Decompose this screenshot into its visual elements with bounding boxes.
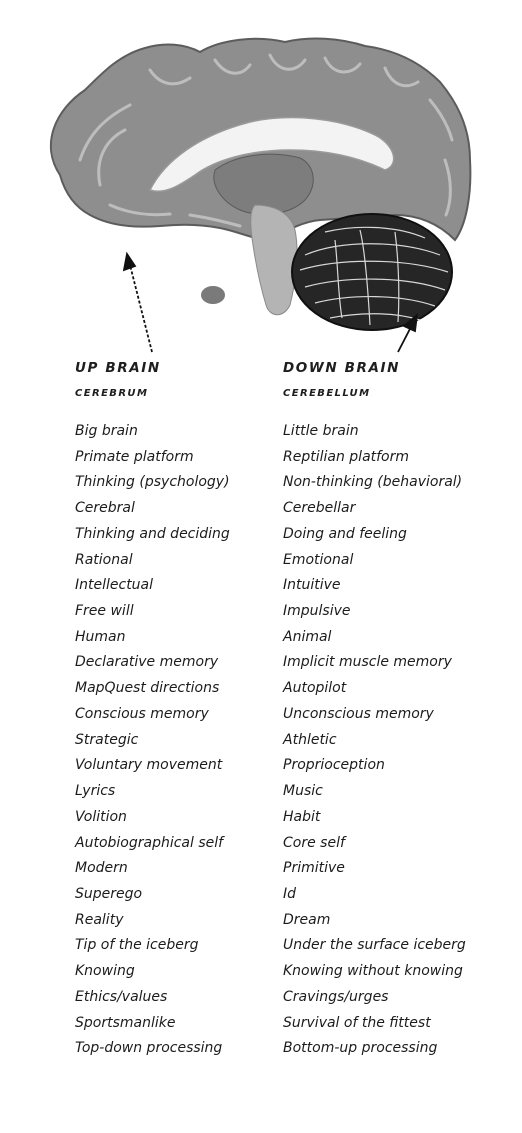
up-brain-item: Voluntary movement	[75, 757, 223, 774]
up-brain-item: Ethics/values	[75, 988, 168, 1005]
brainstem	[251, 205, 297, 315]
down-brain-list	[283, 422, 503, 1065]
up-brain-item: Intellectual	[75, 577, 154, 594]
down-brain-item: Autopilot	[283, 680, 347, 697]
down-brain-item: Knowing without knowing	[283, 963, 463, 980]
down-brain-item: Music	[283, 783, 323, 800]
down-brain-item: Unconscious memory	[283, 705, 434, 722]
up-brain-column	[75, 358, 295, 1065]
down-brain-item: Survival of the fittest	[283, 1014, 431, 1031]
down-brain-item: Bottom-up processing	[283, 1040, 438, 1057]
up-brain-item: Declarative memory	[75, 654, 219, 671]
cerebellum-subheading: CEREBELLUM	[283, 388, 371, 399]
up-brain-item: Top-down processing	[75, 1040, 223, 1057]
up-brain-item: Volition	[75, 808, 127, 825]
up-brain-item: Knowing	[75, 963, 135, 980]
up-brain-item: Conscious memory	[75, 705, 209, 722]
up-brain-item: Cerebral	[75, 500, 135, 517]
up-brain-item: Tip of the iceberg	[75, 937, 199, 954]
down-brain-item: Athletic	[283, 731, 337, 748]
down-brain-column	[283, 358, 503, 1065]
up-brain-item: Sportsmanlike	[75, 1014, 176, 1031]
down-brain-item: Core self	[283, 834, 345, 851]
up-brain-item: Modern	[75, 860, 128, 877]
up-brain-item: MapQuest directions	[75, 680, 220, 697]
cerebrum-subheading: CEREBRUM	[75, 388, 149, 399]
down-brain-item: Doing and feeling	[283, 525, 407, 542]
down-brain-item: Intuitive	[283, 577, 341, 594]
up-brain-item: Thinking and deciding	[75, 525, 230, 542]
down-brain-item: Cerebellar	[283, 500, 356, 517]
down-brain-item: Primitive	[283, 860, 345, 877]
down-brain-item: Non-thinking (behavioral)	[283, 474, 463, 491]
up-brain-list	[75, 422, 295, 1065]
up-brain-item: Primate platform	[75, 448, 194, 465]
up-brain-item: Rational	[75, 551, 133, 568]
down-brain-item: Under the surface iceberg	[283, 937, 466, 954]
up-brain-item: Big brain	[75, 423, 138, 439]
down-brain-item: Emotional	[283, 551, 354, 568]
up-brain-heading: UP BRAIN	[75, 360, 161, 376]
up-brain-item: Reality	[75, 911, 124, 928]
up-brain-item: Superego	[75, 885, 143, 902]
up-brain-item: Autobiographical self	[75, 834, 224, 851]
arrow-up-brain	[124, 254, 152, 352]
up-brain-item: Strategic	[75, 731, 139, 748]
down-brain-item: Impulsive	[283, 603, 351, 620]
brain-illustration	[0, 0, 522, 360]
cerebellum	[292, 214, 452, 330]
up-brain-item: Lyrics	[75, 783, 116, 800]
down-brain-item: Habit	[283, 808, 321, 825]
up-brain-item: Free will	[75, 603, 134, 620]
down-brain-heading: DOWN BRAIN	[283, 360, 401, 376]
down-brain-item: Dream	[283, 911, 331, 928]
down-brain-item: Id	[283, 885, 297, 902]
down-brain-item: Proprioception	[283, 757, 385, 774]
down-brain-item: Cravings/urges	[283, 988, 389, 1005]
up-brain-item: Human	[75, 628, 126, 645]
down-brain-item: Reptilian platform	[283, 448, 410, 465]
down-brain-item: Little brain	[283, 423, 359, 439]
pituitary	[201, 286, 225, 304]
up-brain-item: Thinking (psychology)	[75, 474, 230, 491]
down-brain-item: Implicit muscle memory	[283, 654, 452, 671]
down-brain-item: Animal	[283, 628, 332, 645]
